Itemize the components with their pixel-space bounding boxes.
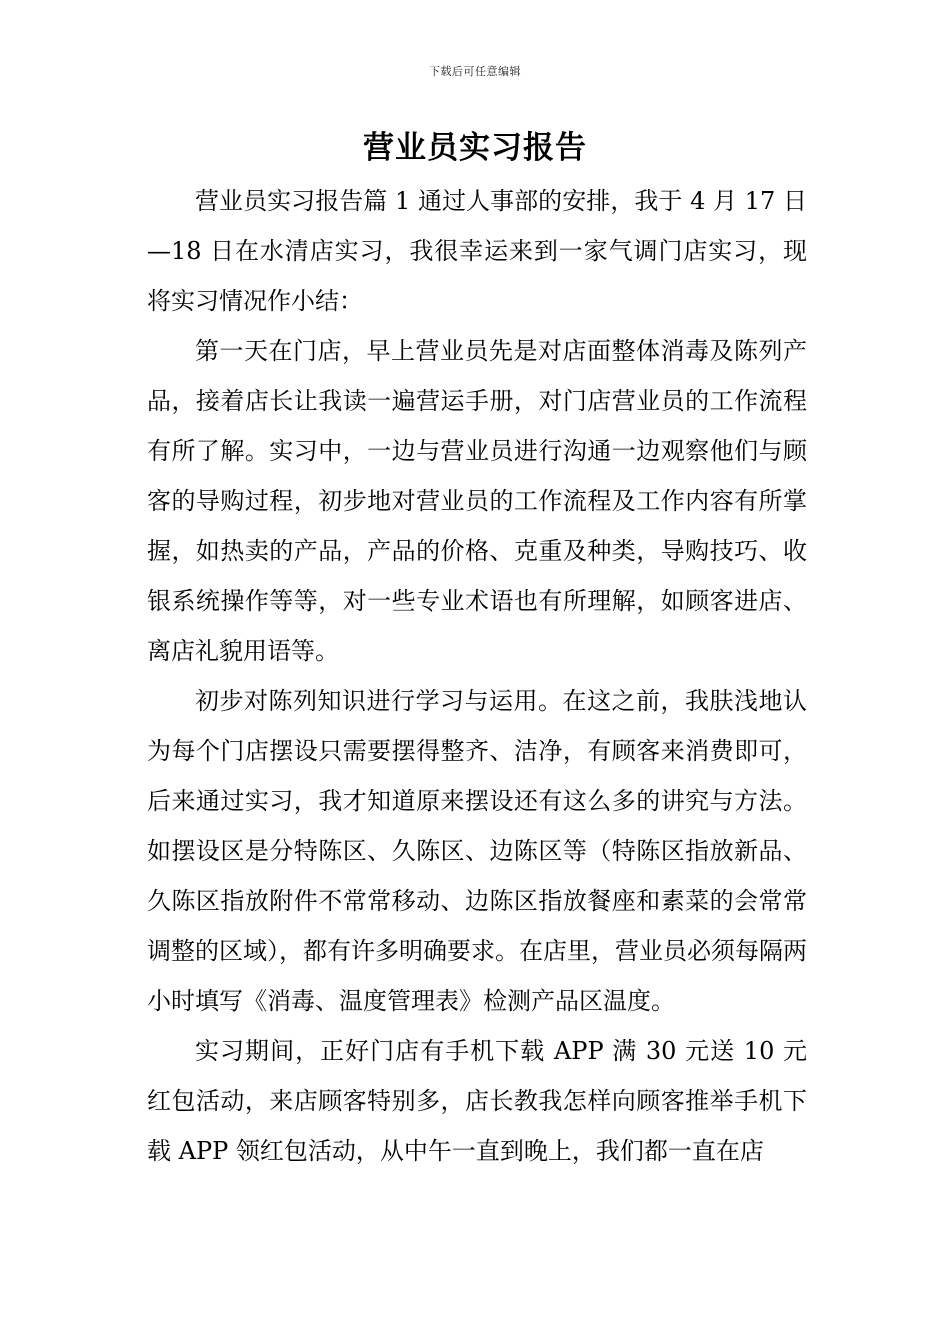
paragraph-display-knowledge: 初步对陈列知识进行学习与运用。在这之前，我肤浅地认为每个门店摆设只需要摆得整齐、洁净，有顾客来消费即可，后来通过实习，我才知道原来摆设还有这么多的讲究与方法。如摆设区是分特陈区、久陈区、边陈区等（特陈区指放新品、久陈区指放附件不常常移动、边陈区指放餐座和素菜的会常常调整的区域），都有许多明确要求。在店里，营业员必须每隔两小时填写《消毒、温度管理表》检测产品区温度。 — [147, 687, 807, 1015]
document-body — [147, 176, 807, 1176]
paragraph-first-day: 第一天在门店，早上营业员先是对店面整体消毒及陈列产品，接着店长让我读一遍营运手册，对门店营业员的工作流程有所了解。实习中，一边与营业员进行沟通一边观察他们与顾客的导购过程，初步地对营业员的工作流程及工作内容有所掌握，如热卖的产品，产品的价格、克重及种类，导购技巧、收银系统操作等等，对一些专业术语也有所理解，如顾客进店、离店礼貌用语等。 — [147, 337, 807, 665]
paragraph-intro: 营业员实习报告篇 1 通过人事部的安排，我于 4 月 17 日—18 日在水清店实习，我很幸运来到一家气调门店实习，现将实习情况作小结： — [147, 187, 807, 315]
paragraph-app-promotion: 实习期间，正好门店有手机下载 APP 满 30 元送 10 元红包活动，来店顾客特别多，店长教我怎样向顾客推举手机下载 APP 领红包活动，从中午一直到晚上，我们都一直在店 — [147, 1037, 807, 1165]
header-note: 下载后可任意编辑 — [429, 65, 521, 78]
page-title: 营业员实习报告 — [363, 130, 587, 166]
